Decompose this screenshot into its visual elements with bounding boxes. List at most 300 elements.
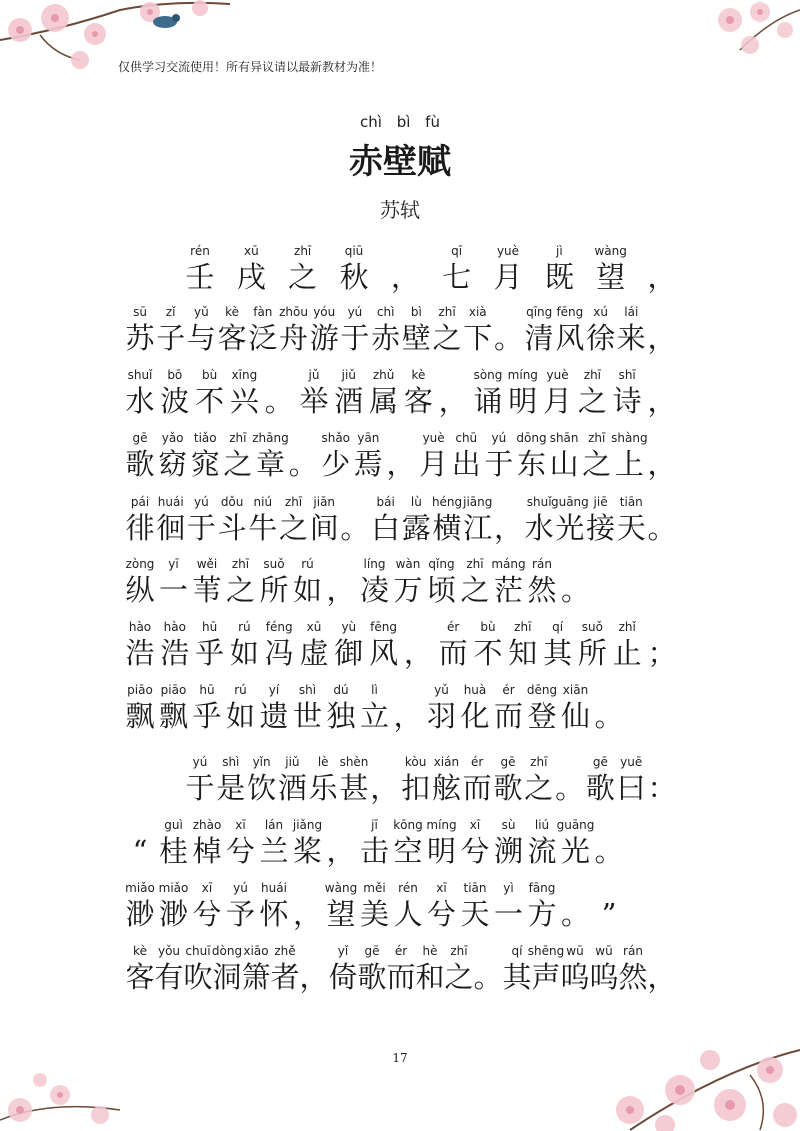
hanzi-character: 浩 — [125, 636, 155, 670]
pinyin-annotation: shǎo — [321, 431, 351, 445]
hanzi-character: 世 — [292, 699, 322, 733]
hanzi-character: 羽 — [426, 699, 456, 733]
pinyin-annotation: yǔ — [194, 305, 209, 319]
poem-line — [0, 557, 800, 627]
hanzi-character: 。 — [264, 384, 294, 418]
pinyin-annotation: lù — [410, 495, 422, 509]
hanzi-character: 不 — [473, 636, 503, 670]
hanzi-character: 曰 — [616, 771, 646, 805]
pinyin-annotation: fàn — [253, 305, 273, 319]
hanzi-character: 兮 — [426, 897, 456, 931]
pinyin-annotation: dǒu — [220, 495, 244, 509]
pinyin-annotation: wàng — [594, 244, 627, 258]
pinyin-annotation: wàng — [324, 881, 358, 895]
hanzi-character: 流 — [527, 834, 557, 868]
pinyin-annotation: jiāng — [463, 495, 493, 509]
pinyin-annotation: rán — [532, 557, 552, 571]
pinyin-annotation: guāng — [550, 495, 589, 509]
hanzi-character: 桂 — [158, 834, 188, 868]
hanzi-character: 月 — [493, 260, 523, 294]
pinyin-annotation: zhī — [284, 495, 303, 509]
hanzi-character: 一 — [158, 573, 188, 607]
hanzi-character: 既 — [544, 260, 574, 294]
hanzi-character: 兮 — [460, 834, 490, 868]
hanzi-character: 酒 — [277, 771, 307, 805]
pinyin-annotation: ér — [394, 944, 408, 958]
hanzi-character: 游 — [309, 321, 339, 355]
pinyin-annotation: shuǐ — [526, 495, 552, 509]
pinyin-annotation: qīng — [526, 305, 553, 319]
poem-line — [0, 818, 800, 888]
hanzi-character: 焉 — [353, 447, 383, 481]
hanzi-character: 。 — [560, 573, 590, 607]
pinyin-annotation: miǎo — [125, 881, 155, 895]
pinyin-annotation: kòu — [404, 755, 427, 769]
hanzi-character: 甚 — [339, 771, 369, 805]
pinyin-annotation: xiān — [562, 683, 589, 697]
hanzi-character: 。 — [473, 960, 503, 994]
hanzi-character: 知 — [508, 636, 538, 670]
hanzi-character: 遗 — [259, 699, 289, 733]
hanzi-character: 怀 — [259, 897, 289, 931]
pinyin-annotation: hè — [422, 944, 438, 958]
pinyin-annotation: yǎo — [161, 431, 184, 445]
hanzi-character: 之 — [577, 384, 607, 418]
pinyin-annotation: jiǔ — [285, 755, 300, 769]
hanzi-character: 赤 — [371, 321, 401, 355]
title-pinyin: chì bì fù — [360, 113, 440, 131]
hanzi-character: 飘 — [125, 699, 155, 733]
pinyin-annotation: jǔ — [308, 368, 320, 382]
poem-line — [0, 683, 800, 753]
hanzi-character: 如 — [225, 699, 255, 733]
pinyin-annotation: xī — [469, 818, 481, 832]
hanzi-character: 之 — [279, 511, 309, 545]
hanzi-character: 斗 — [217, 511, 247, 545]
pinyin-annotation: kè — [225, 305, 240, 319]
hanzi-character: 属 — [369, 384, 399, 418]
hanzi-character: 客 — [403, 384, 433, 418]
pinyin-annotation: suǒ — [581, 620, 603, 634]
pinyin-annotation: yǐ — [337, 944, 349, 958]
hanzi-character: ， — [292, 897, 322, 931]
author-name: 苏轼 — [380, 198, 420, 222]
hanzi-character: 舷 — [431, 771, 461, 805]
pinyin-annotation: zhǔ — [372, 368, 395, 382]
pinyin-annotation: zhī — [530, 755, 548, 769]
hanzi-character: 纵 — [125, 573, 155, 607]
hanzi-character: 七 — [442, 260, 472, 294]
pinyin-annotation: yú — [192, 755, 208, 769]
hanzi-character: 之 — [223, 447, 253, 481]
pinyin-annotation: féng — [265, 620, 293, 634]
hanzi-character: 于 — [484, 447, 514, 481]
hanzi-character: 兴 — [229, 384, 259, 418]
pinyin-annotation: rán — [623, 944, 643, 958]
pinyin-annotation: kè — [411, 368, 426, 382]
hanzi-character: 天 — [616, 511, 646, 545]
pinyin-annotation: xià — [468, 305, 487, 319]
pinyin-annotation: bù — [480, 620, 496, 634]
hanzi-character: ” — [601, 897, 617, 931]
pinyin-annotation: chū — [455, 431, 478, 445]
hanzi-character: 客 — [217, 321, 247, 355]
hanzi-character: 虚 — [299, 636, 329, 670]
hanzi-character: 接 — [586, 511, 616, 545]
pinyin-annotation: zhī — [583, 368, 602, 382]
pinyin-annotation: jiān — [313, 495, 336, 509]
pinyin-annotation: shān — [549, 431, 579, 445]
poem-line — [0, 881, 800, 951]
pinyin-annotation: shèn — [339, 755, 369, 769]
hanzi-character: 窕 — [190, 447, 220, 481]
hanzi-character: 客 — [125, 960, 155, 994]
pinyin-annotation: máng — [491, 557, 526, 571]
pinyin-annotation: xú — [593, 305, 608, 319]
hanzi-character: 下 — [463, 321, 493, 355]
hanzi-character: 浩 — [160, 636, 190, 670]
hanzi-character: 天 — [460, 897, 490, 931]
hanzi-character: 苏 — [125, 321, 155, 355]
pinyin-annotation: yóu — [313, 305, 336, 319]
hanzi-character: 渺 — [125, 897, 155, 931]
hanzi-character: 乎 — [192, 699, 222, 733]
pinyin-annotation: shì — [298, 683, 317, 697]
hanzi-character: 和 — [415, 960, 445, 994]
pinyin-annotation: shì — [222, 755, 240, 769]
pinyin-annotation: zhī — [438, 305, 456, 319]
hanzi-character: 与 — [186, 321, 216, 355]
pinyin-annotation: jì — [555, 244, 563, 258]
pinyin-annotation: yí — [268, 683, 280, 697]
pinyin-annotation: ér — [447, 620, 460, 634]
hanzi-character: 渺 — [158, 897, 188, 931]
pinyin-annotation: huái — [157, 495, 184, 509]
hanzi-character: 。 — [288, 447, 318, 481]
pinyin-annotation: hào — [128, 620, 152, 634]
poem-line — [0, 305, 800, 375]
hanzi-character: 。 — [594, 834, 624, 868]
hanzi-character: 风 — [369, 636, 399, 670]
pinyin-annotation: miǎo — [158, 881, 189, 895]
hanzi-character: 水 — [125, 384, 155, 418]
hanzi-character: 倚 — [328, 960, 358, 994]
hanzi-character: 望 — [596, 260, 626, 294]
hanzi-character: 然 — [527, 573, 557, 607]
hanzi-character: 吹 — [183, 960, 213, 994]
hanzi-character: ， — [390, 260, 420, 294]
pinyin-annotation: wěi — [196, 557, 218, 571]
pinyin-annotation: xiāo — [243, 944, 269, 958]
hanzi-character: 。 — [647, 511, 677, 545]
pinyin-annotation: sòng — [473, 368, 503, 382]
pinyin-annotation: zhī — [229, 431, 247, 445]
hanzi-character: 予 — [225, 897, 255, 931]
pinyin-annotation: shī — [618, 368, 636, 382]
hanzi-character: 扣 — [401, 771, 431, 805]
hanzi-character: 有 — [154, 960, 184, 994]
pinyin-annotation: xī — [201, 881, 213, 895]
pinyin-annotation: xī — [235, 818, 246, 832]
hanzi-character: 而 — [438, 636, 468, 670]
pinyin-annotation: zòng — [125, 557, 155, 571]
hanzi-character: 。 — [340, 511, 370, 545]
pinyin-annotation: líng — [363, 557, 386, 571]
pinyin-annotation: dòng — [211, 944, 243, 958]
pinyin-annotation: qiū — [344, 244, 364, 258]
hanzi-character: ， — [326, 834, 356, 868]
hanzi-character: 东 — [516, 447, 546, 481]
pinyin-annotation: hào — [163, 620, 186, 634]
pinyin-annotation: wū — [595, 944, 613, 958]
hanzi-character: 其 — [502, 960, 532, 994]
hanzi-character: 仙 — [560, 699, 590, 733]
hanzi-character: 飘 — [158, 699, 188, 733]
hanzi-character: 之 — [444, 960, 474, 994]
hanzi-character: 月 — [419, 447, 449, 481]
hanzi-character: 窈 — [158, 447, 188, 481]
hanzi-character: 顷 — [426, 573, 456, 607]
disclaimer-text: 仅供学习交流使用！所有异议请以最新教材为准！ — [118, 60, 383, 74]
hanzi-character: 之 — [582, 447, 612, 481]
hanzi-character: 所 — [259, 573, 289, 607]
hanzi-character: 。 — [594, 699, 624, 733]
hanzi-character: 止 — [612, 636, 642, 670]
pinyin-annotation: gē — [132, 431, 148, 445]
pinyin-annotation: lái — [624, 305, 639, 319]
pinyin-annotation: dēng — [526, 683, 558, 697]
pinyin-annotation: yǔ — [434, 683, 449, 697]
pinyin-annotation: rén — [398, 881, 418, 895]
pinyin-annotation: kōng — [393, 818, 423, 832]
pinyin-annotation: wàn — [395, 557, 421, 571]
hanzi-character: ， — [438, 384, 468, 418]
hanzi-character: 来 — [616, 321, 646, 355]
pinyin-annotation: suǒ — [263, 557, 285, 571]
pinyin-annotation: zhī — [514, 620, 532, 634]
hanzi-character: 舟 — [279, 321, 309, 355]
hanzi-character: 人 — [393, 897, 423, 931]
pinyin-annotation: rén — [190, 244, 210, 258]
hanzi-character: ， — [647, 447, 677, 481]
pinyin-annotation: piāo — [160, 683, 187, 697]
poem-line — [0, 368, 800, 438]
hanzi-character: ， — [493, 511, 523, 545]
hanzi-character: 酒 — [334, 384, 364, 418]
hanzi-character: 凌 — [359, 573, 389, 607]
page-title: 赤壁赋 — [349, 142, 451, 182]
hanzi-character: ： — [647, 771, 677, 805]
bottom-left-blossom-decoration — [0, 1060, 150, 1131]
pinyin-annotation: rú — [301, 557, 314, 571]
pinyin-annotation: dú — [333, 683, 349, 697]
hanzi-character: 波 — [160, 384, 190, 418]
pinyin-annotation: yǐn — [252, 755, 271, 769]
pinyin-annotation: fēng — [370, 620, 398, 634]
hanzi-character: 如 — [292, 573, 322, 607]
hanzi-character: 徘 — [125, 511, 155, 545]
hanzi-character: 。 — [493, 321, 523, 355]
pinyin-annotation: shēng — [527, 944, 565, 958]
hanzi-character: 诗 — [612, 384, 642, 418]
pinyin-annotation: huái — [261, 881, 287, 895]
hanzi-character: 洞 — [212, 960, 242, 994]
pinyin-annotation: xū — [243, 244, 259, 258]
pinyin-annotation: yuè — [496, 244, 520, 258]
hanzi-character: 歌 — [585, 771, 615, 805]
hanzi-character: 壁 — [401, 321, 431, 355]
hanzi-character: 上 — [614, 447, 644, 481]
hanzi-character: 不 — [195, 384, 225, 418]
pinyin-annotation: xī — [436, 881, 447, 895]
pinyin-annotation: yǒu — [157, 944, 181, 958]
hanzi-character: 而 — [493, 699, 523, 733]
hanzi-character: ， — [393, 699, 423, 733]
hanzi-character: 之 — [225, 573, 255, 607]
pinyin-annotation: guì — [164, 818, 183, 832]
pinyin-annotation: qí — [552, 620, 564, 634]
pinyin-annotation: yān — [357, 431, 380, 445]
hanzi-character: 壬 — [185, 260, 215, 294]
hanzi-character: ， — [370, 771, 400, 805]
hanzi-character: 出 — [451, 447, 481, 481]
hanzi-character: 于 — [340, 321, 370, 355]
hanzi-character: 水 — [524, 511, 554, 545]
pinyin-annotation: lán — [264, 818, 284, 832]
pinyin-annotation: qǐng — [428, 557, 455, 571]
hanzi-character: 白 — [371, 511, 401, 545]
hanzi-character: “ — [132, 834, 148, 868]
hanzi-character: 空 — [393, 834, 423, 868]
pinyin-annotation: jī — [371, 818, 378, 832]
pinyin-annotation: sū — [133, 305, 147, 319]
pinyin-annotation: lè — [317, 755, 329, 769]
hanzi-character: 江 — [463, 511, 493, 545]
pinyin-annotation: hū — [199, 683, 215, 697]
hanzi-character: 子 — [156, 321, 186, 355]
poem-line — [0, 244, 800, 314]
hanzi-character: 桨 — [292, 834, 322, 868]
hanzi-character: 其 — [543, 636, 573, 670]
pinyin-annotation: shàng — [611, 431, 648, 445]
pinyin-annotation: yuè — [422, 431, 445, 445]
hanzi-character: 之 — [288, 260, 318, 294]
pinyin-annotation: rú — [238, 620, 251, 634]
poem-line — [0, 620, 800, 690]
hanzi-character: 明 — [426, 834, 456, 868]
hanzi-character: 举 — [299, 384, 329, 418]
pinyin-annotation: niú — [253, 495, 273, 509]
hanzi-character: 击 — [359, 834, 389, 868]
hanzi-character: 月 — [543, 384, 573, 418]
hanzi-character: 于 — [186, 511, 216, 545]
pinyin-annotation: liú — [534, 818, 550, 832]
poem-line — [0, 755, 800, 825]
hanzi-character: 登 — [527, 699, 557, 733]
hanzi-character: 饮 — [247, 771, 277, 805]
hanzi-character: 茫 — [493, 573, 523, 607]
hanzi-character: 风 — [555, 321, 585, 355]
hanzi-character: 然 — [618, 960, 648, 994]
pinyin-annotation: zhī — [450, 944, 468, 958]
pinyin-annotation: yú — [347, 305, 363, 319]
hanzi-character: 山 — [549, 447, 579, 481]
hanzi-character: 之 — [460, 573, 490, 607]
pinyin-annotation: yì — [503, 881, 514, 895]
hanzi-character: 少 — [321, 447, 351, 481]
hanzi-character: 徐 — [586, 321, 616, 355]
pinyin-annotation: gē — [500, 755, 516, 769]
hanzi-character: 呜 — [560, 960, 590, 994]
pinyin-annotation: míng — [507, 368, 538, 382]
page-number: 17 — [392, 1051, 408, 1065]
hanzi-character: 立 — [359, 699, 389, 733]
top-right-blossom-decoration — [700, 0, 800, 70]
hanzi-character: 方 — [527, 897, 557, 931]
pinyin-annotation: piāo — [127, 683, 153, 697]
pinyin-annotation: gē — [364, 944, 380, 958]
hanzi-character: 露 — [401, 511, 431, 545]
hanzi-character: 所 — [577, 636, 607, 670]
pinyin-annotation: gē — [592, 755, 608, 769]
pinyin-annotation: bō — [167, 368, 183, 382]
pinyin-annotation: fēng — [556, 305, 584, 319]
pinyin-annotation: yuè — [546, 368, 569, 382]
pinyin-annotation: tiān — [619, 495, 643, 509]
poem-line — [0, 944, 800, 1014]
hanzi-character: 化 — [460, 699, 490, 733]
pinyin-annotation: lì — [371, 683, 378, 697]
pinyin-annotation: míng — [426, 818, 457, 832]
hanzi-character: 兰 — [259, 834, 289, 868]
pinyin-annotation: sù — [501, 818, 516, 832]
hanzi-character: 之 — [432, 321, 462, 355]
hanzi-character: ， — [647, 960, 677, 994]
pinyin-annotation: xián — [433, 755, 460, 769]
pinyin-annotation: chuī — [185, 944, 211, 958]
pinyin-annotation: zhāng — [252, 431, 289, 445]
hanzi-character: 而 — [462, 771, 492, 805]
hanzi-character: 望 — [326, 897, 356, 931]
hanzi-character: 横 — [432, 511, 462, 545]
poem-line — [0, 495, 800, 565]
hanzi-character: 乎 — [195, 636, 225, 670]
pinyin-annotation: xīng — [231, 368, 258, 382]
pinyin-annotation: chì — [376, 305, 395, 319]
pinyin-annotation: bái — [376, 495, 395, 509]
top-left-blossom-decoration — [0, 0, 260, 90]
hanzi-character: 。 — [560, 897, 590, 931]
pinyin-annotation: zhī — [294, 244, 312, 258]
hanzi-character: 清 — [524, 321, 554, 355]
hanzi-character: 歌 — [125, 447, 155, 481]
pinyin-annotation: héng — [431, 495, 463, 509]
pinyin-annotation: tiān — [463, 881, 487, 895]
hanzi-character: 苇 — [192, 573, 222, 607]
hanzi-character: 而 — [386, 960, 416, 994]
pinyin-annotation: měi — [363, 881, 386, 895]
pinyin-annotation: huà — [463, 683, 487, 697]
hanzi-character: 。 — [555, 771, 585, 805]
hanzi-character: 泛 — [248, 321, 278, 355]
hanzi-character: 一 — [493, 897, 523, 931]
pinyin-annotation: wū — [566, 944, 584, 958]
pinyin-annotation: guāng — [556, 818, 595, 832]
pinyin-annotation: fāng — [528, 881, 556, 895]
hanzi-character: 于 — [185, 771, 215, 805]
hanzi-character: 之 — [524, 771, 554, 805]
pinyin-annotation: ér — [502, 683, 515, 697]
